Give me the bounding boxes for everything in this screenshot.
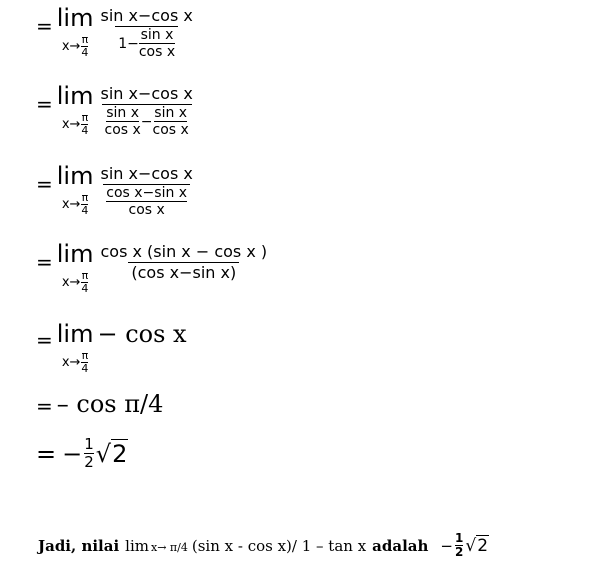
lim-word: lim	[56, 162, 94, 190]
lim-word: lim	[56, 240, 94, 268]
inner-den: cos x	[152, 122, 189, 138]
pi: π	[81, 269, 89, 282]
lim-word: lim	[56, 4, 94, 32]
four: 4	[81, 46, 89, 59]
four: 4	[81, 204, 89, 217]
equals-sign: =	[36, 92, 53, 116]
half-num: 1	[455, 531, 464, 545]
step-4	[36, 242, 270, 295]
step-6	[36, 390, 163, 418]
sqrt-icon: √	[95, 439, 112, 468]
minus-sign: −	[62, 439, 83, 468]
equals-sign: =	[36, 14, 53, 38]
inner-den: cos x	[138, 44, 176, 60]
limit-operator	[57, 84, 94, 137]
fraction	[97, 84, 195, 138]
pi: π	[81, 111, 89, 124]
conclusion-lead: Jadi, nilai	[38, 536, 120, 555]
step-5	[36, 322, 187, 375]
equals-sign: =	[36, 328, 53, 352]
equals-sign: =	[36, 250, 53, 274]
inner-num: cos x−sin x	[106, 185, 188, 201]
numerator: sin x−cos x	[100, 164, 193, 183]
numerator: sin x−cos x	[100, 6, 193, 25]
denominator	[103, 184, 190, 218]
inner-fraction	[139, 27, 175, 60]
x-arrow: x→	[61, 197, 81, 212]
lim-word: lim	[56, 82, 94, 110]
inner-num: sin x	[106, 105, 140, 121]
x-arrow: x→	[61, 39, 81, 54]
inner-den: cos x	[128, 202, 165, 218]
expression: – cos π/4	[56, 390, 164, 418]
limit-operator	[57, 164, 94, 217]
minus-sign: −	[140, 113, 153, 130]
equals-sign: =	[36, 172, 53, 196]
pi: π	[81, 349, 89, 362]
x-arrow: x→	[61, 117, 81, 132]
conclusion-expr: (sin x - cos x)/ 1 – tan x	[191, 536, 367, 555]
four: 4	[81, 282, 89, 295]
fraction	[97, 6, 195, 60]
conclusion-minus: −	[440, 536, 453, 555]
numerator: sin x−cos x	[100, 84, 193, 103]
half-num: 1	[84, 435, 94, 453]
conclusion-sqrt	[465, 536, 489, 556]
inner-fraction-a	[105, 105, 141, 138]
inner-num: sin x	[154, 105, 188, 121]
pi: π	[81, 191, 89, 204]
conclusion-lim: lim	[125, 536, 149, 555]
sqrt-two	[96, 440, 129, 468]
step-1	[36, 6, 196, 60]
pi-over-4	[81, 34, 88, 59]
step-2	[36, 84, 196, 138]
expression: − cos x	[97, 320, 187, 348]
denominator	[115, 26, 178, 60]
pi-over-4	[81, 350, 88, 375]
one-minus: 1−	[118, 35, 139, 52]
pi-over-4	[81, 270, 88, 295]
limit-operator	[57, 242, 94, 295]
pi-over-4	[81, 192, 88, 217]
numerator: cos x (sin x − cos x )	[100, 242, 268, 261]
inner-num: sin x	[140, 27, 174, 43]
limit-subscript	[62, 270, 89, 295]
limit-operator	[57, 322, 94, 375]
conclusion-lim-sub: x→ π/4	[151, 541, 188, 554]
conclusion-adalah: adalah	[372, 536, 429, 555]
limit-subscript	[62, 350, 89, 375]
conclusion-half	[455, 532, 463, 559]
half-den: 2	[84, 453, 94, 471]
radicand: 2	[477, 535, 489, 556]
fraction	[97, 242, 270, 283]
inner-fraction-b	[153, 105, 189, 138]
denominator: (cos x−sin x)	[128, 262, 239, 283]
x-arrow: x→	[61, 275, 81, 290]
half-den: 2	[455, 545, 464, 559]
limit-subscript	[62, 192, 89, 217]
limit-subscript	[62, 34, 89, 59]
step-7	[36, 436, 128, 471]
pi: π	[81, 33, 89, 46]
inner-den: cos x	[104, 122, 141, 138]
equals-sign: =	[36, 439, 57, 468]
denominator	[102, 104, 192, 138]
x-arrow: x→	[61, 355, 81, 370]
four: 4	[81, 362, 89, 375]
step-3	[36, 164, 196, 218]
limit-subscript	[62, 112, 89, 137]
pi-over-4	[81, 112, 88, 137]
four: 4	[81, 124, 89, 137]
one-half	[84, 436, 94, 471]
conclusion	[38, 532, 489, 559]
equals-sign: =	[36, 394, 53, 418]
sqrt-icon: √	[465, 535, 477, 556]
lim-word: lim	[56, 320, 94, 348]
limit-operator	[57, 6, 94, 59]
fraction	[97, 164, 195, 218]
radicand: 2	[112, 439, 128, 468]
